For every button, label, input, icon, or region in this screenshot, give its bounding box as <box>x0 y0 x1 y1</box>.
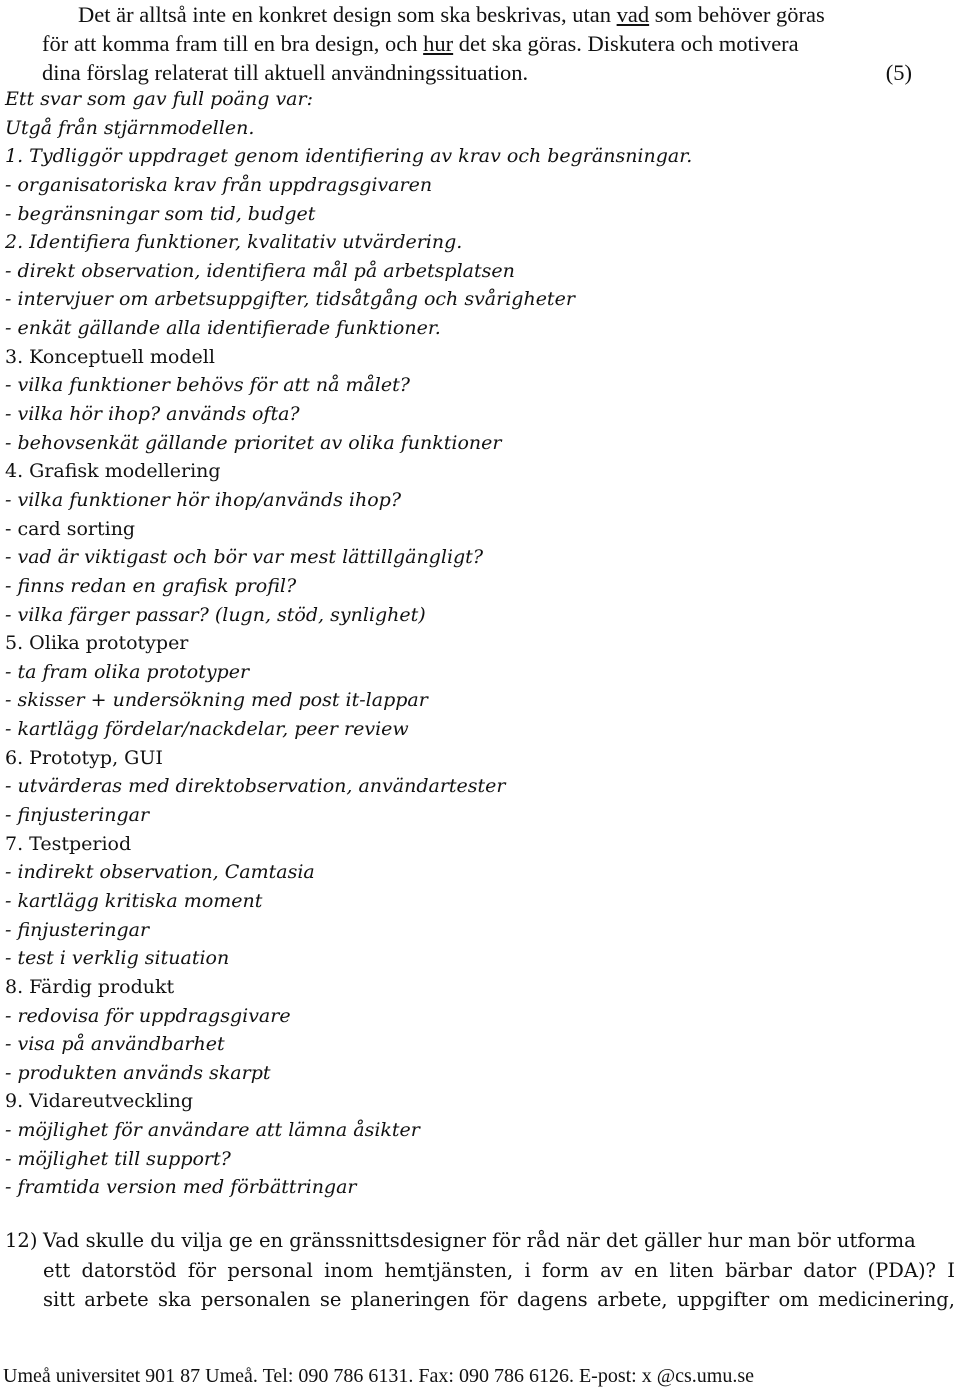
word: planeringen <box>350 1288 470 1311</box>
answer-line: - vad är viktigast och bör var mest lättillgängligt? <box>5 546 484 569</box>
points-label: (5) <box>885 60 912 85</box>
question-number: 12) <box>5 1229 38 1252</box>
answer-line: - vilka färger passar? (lugn, stöd, synlighet) <box>5 603 426 626</box>
question-text <box>43 1256 955 1286</box>
word: dagens <box>516 1288 588 1311</box>
answer-line: - intervjuer om arbetsuppgifter, tidsåtgång och svårigheter <box>5 288 575 311</box>
word: dator <box>803 1258 857 1282</box>
underlined-word-vad: vad <box>616 2 650 27</box>
underlined-word-hur: hur <box>423 31 454 56</box>
answer-line: - ta fram olika prototyper <box>5 660 250 683</box>
word: för <box>187 1258 217 1282</box>
answer-line: - begränsningar som tid, budget <box>5 202 316 225</box>
answer-line: - möjlighet till support? <box>5 1147 231 1170</box>
answer-step-heading: 7. Testperiod <box>5 832 132 855</box>
word: av <box>600 1258 623 1282</box>
intro-line-1 <box>42 0 958 29</box>
word: ett <box>43 1258 71 1282</box>
answer-step-heading: 6. Prototyp, GUI <box>5 746 163 769</box>
question-12-line-3 <box>5 1285 957 1315</box>
answer-line: - finjusteringar <box>5 918 150 941</box>
answer-step-heading: 3. Konceptuell modell <box>5 345 215 368</box>
word: hemtjänsten, <box>384 1258 514 1282</box>
answer-step-heading: 1. Tydliggör uppdraget genom identifiering av krav och begränsningar. <box>5 145 693 168</box>
word: medicinering, <box>818 1288 955 1311</box>
word: uppgifter <box>676 1288 770 1311</box>
answer-line: - card sorting <box>5 517 136 540</box>
word: arbete, <box>597 1288 668 1311</box>
word: i <box>524 1258 531 1282</box>
word: bärbar <box>725 1258 792 1282</box>
word: I <box>947 1258 955 1282</box>
word: om <box>778 1288 809 1311</box>
answer-line: - enkät gällande alla identifierade funktioner. <box>5 317 441 340</box>
word: sitt <box>43 1288 75 1311</box>
word: form <box>542 1258 589 1282</box>
answer-line: - möjlighet för användare att lämna åsikter <box>5 1119 420 1142</box>
page-footer: Umeå universitet 901 87 Umeå. Tel: 090 786 6131. Fax: 090 786 6126. E-post: x @cs.umu.se <box>3 1365 755 1387</box>
word: inom <box>324 1258 374 1282</box>
answer-line: - produkten används skarpt <box>5 1061 271 1084</box>
answer-line: - kartlägg kritiska moment <box>5 889 263 912</box>
answer-line: - finns redan en grafisk profil? <box>5 574 297 597</box>
model-answer <box>5 85 955 1202</box>
word: liten <box>669 1258 714 1282</box>
answer-step-heading: 4. Grafisk modellering <box>5 460 221 483</box>
word: se <box>319 1288 342 1311</box>
question-text: Vad skulle du vilja ge en gränssnittsdesigner för råd när det gäller hur man bör utforma <box>43 1229 916 1252</box>
answer-line: - direkt observation, identifiera mål på arbetsplatsen <box>5 259 515 282</box>
answer-step-heading: 8. Färdig produkt <box>5 975 175 998</box>
question-12-line-2 <box>5 1256 957 1286</box>
answer-line: - vilka funktioner behövs för att nå målet? <box>5 374 410 397</box>
intro-text: det ska göras. Diskutera och motivera <box>453 31 799 56</box>
answer-line: - finjusteringar <box>5 804 150 827</box>
word: arbete <box>84 1288 149 1311</box>
answer-line: - skisser + undersökning med post it-lappar <box>5 689 428 712</box>
answer-step-heading: 9. Vidareutveckling <box>5 1090 194 1113</box>
answer-line: Ett svar som gav full poäng var: <box>5 88 313 110</box>
question-12-line-1 <box>5 1226 957 1256</box>
word: för <box>479 1288 508 1311</box>
answer-line: - utvärderas med direktobservation, användartester <box>5 775 506 798</box>
answer-line: - behovsenkät gällande prioritet av olika funktioner <box>5 431 502 454</box>
intro-line-3 <box>42 58 958 87</box>
answer-step-heading: 5. Olika prototyper <box>5 632 189 655</box>
answer-line: - indirekt observation, Camtasia <box>5 861 315 884</box>
question-12 <box>5 1226 957 1315</box>
answer-line: - vilka hör ihop? används ofta? <box>5 403 300 426</box>
word: personal <box>227 1258 313 1282</box>
answer-line: - organisatoriska krav från uppdragsgivaren <box>5 173 433 196</box>
intro-text: för att komma fram till en bra design, och <box>42 31 424 56</box>
intro-text: Det är alltså inte en konkret design som ska beskrivas, utan <box>78 2 617 27</box>
question-intro <box>42 0 958 87</box>
answer-line: - kartlägg fördelar/nackdelar, peer review <box>5 718 409 741</box>
answer-step-heading: 2. Identifiera funktioner, kvalitativ utvärdering. <box>5 231 463 254</box>
answer-line: Utgå från stjärnmodellen. <box>5 116 255 139</box>
answer-line: - visa på användbarhet <box>5 1033 225 1056</box>
answer-line: - redovisa för uppdragsgivare <box>5 1004 291 1027</box>
intro-text: dina förslag relaterat till aktuell användningssituation. <box>42 60 529 85</box>
word: en <box>634 1258 659 1282</box>
answer-line: - framtida version med förbättringar <box>5 1176 357 1199</box>
word: (PDA)? <box>867 1258 937 1282</box>
word: datorstöd <box>81 1258 177 1282</box>
intro-text: som behöver göras <box>649 2 825 27</box>
intro-line-2 <box>42 29 958 58</box>
answer-line: - test i verklig situation <box>5 947 230 970</box>
word: personalen <box>200 1288 311 1311</box>
word: ska <box>158 1288 192 1311</box>
answer-line: - vilka funktioner hör ihop/används ihop? <box>5 488 402 511</box>
question-text <box>43 1285 955 1315</box>
